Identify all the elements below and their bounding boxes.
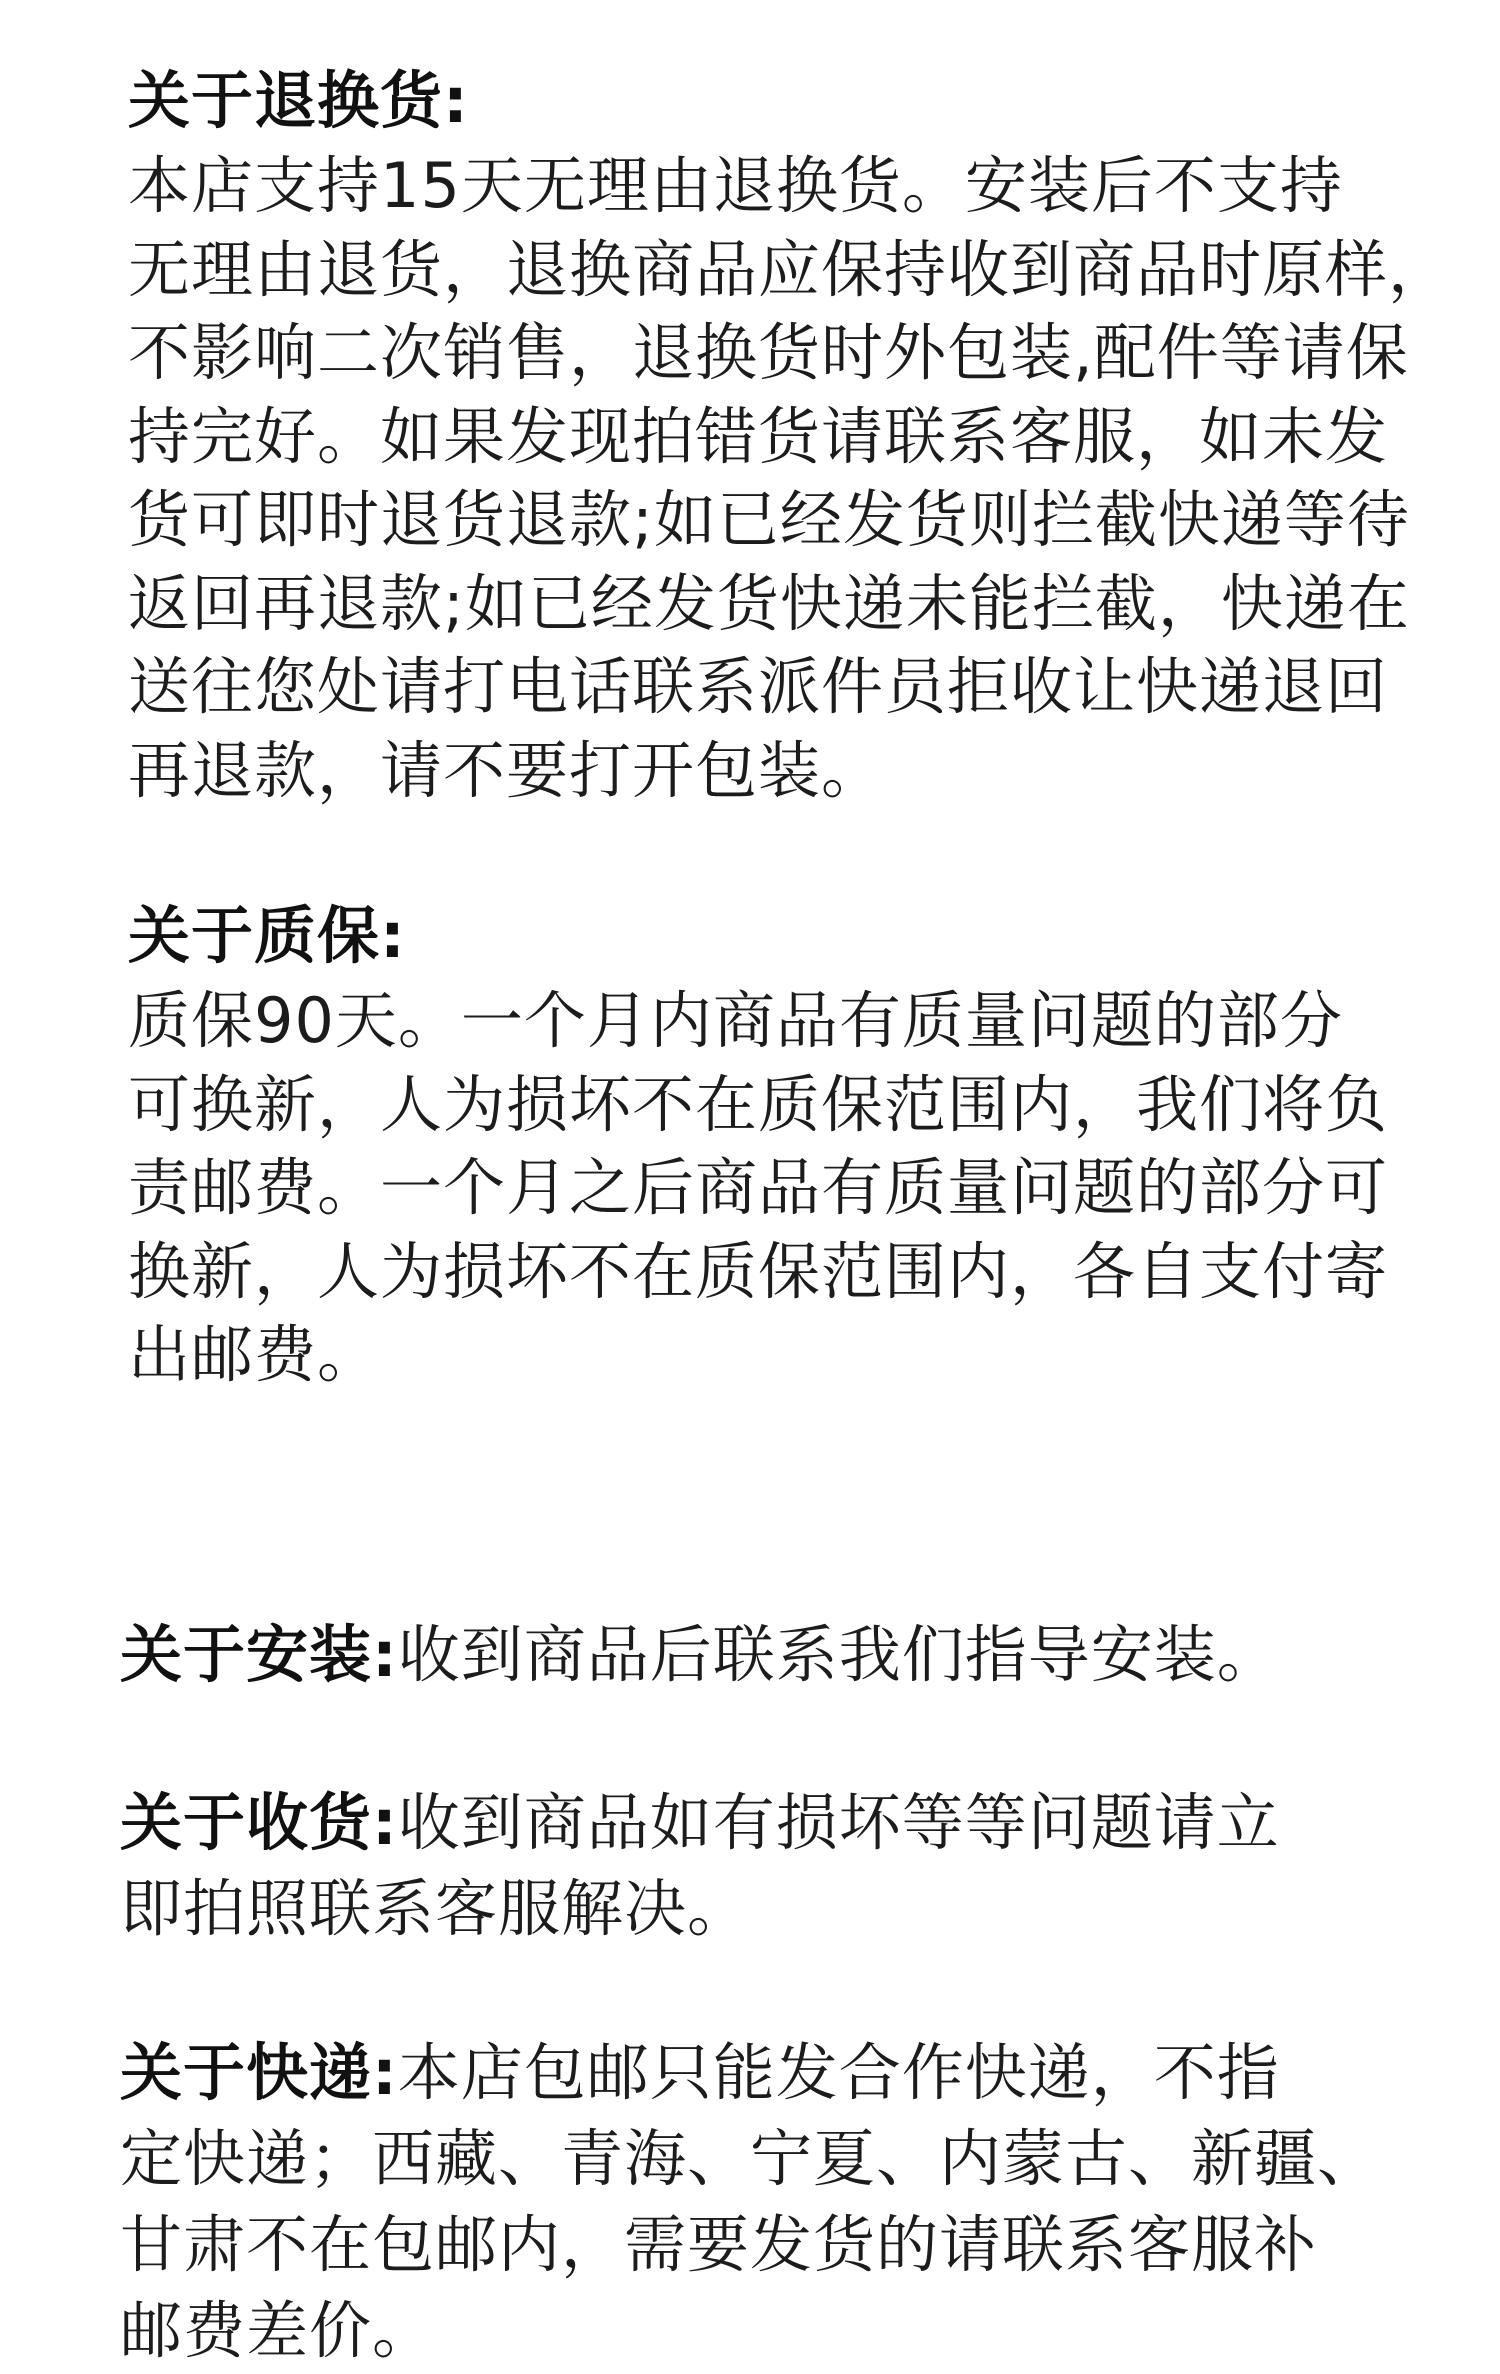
warranty-body xyxy=(128,979,1418,1397)
receiving-section xyxy=(120,1780,1420,1952)
warranty-line: 可换新，人为损坏不在质保范围内，我们将负 xyxy=(128,1067,1389,1141)
returns-line: 货可即时退货退款;如已经发货则拦截快递等待 xyxy=(128,483,1410,556)
shipping-text-continued: 邮费差价。 xyxy=(120,2294,436,2367)
warranty-line: 出邮费。 xyxy=(128,1318,381,1391)
returns-heading: 关于退换货: xyxy=(128,64,469,137)
installation-heading: 关于安装: xyxy=(120,1618,398,1691)
warranty-heading: 关于质保: xyxy=(128,899,406,972)
receiving-text: 收到商品如有损坏等等问题请立 xyxy=(397,1786,1280,1859)
shipping-heading: 关于快递: xyxy=(120,2036,398,2109)
shipping-text: 本店包邮只能发合作快递，不指 xyxy=(397,2036,1280,2109)
shipping-text-continued: 甘肃不在包邮内，需要发货的请联系客服补 xyxy=(120,2208,1318,2281)
warranty-line: 质保90天。一个月内商品有质量问题的部分 xyxy=(128,984,1343,1057)
returns-body xyxy=(128,144,1452,812)
returns-line: 无理由退货，退换商品应保持收到商品时原样， xyxy=(128,232,1452,306)
installation-section xyxy=(120,1612,1420,1698)
warranty-line: 换新，人为损坏不在质保范围内，各自支付寄 xyxy=(128,1234,1389,1308)
shipping-text-continued: 定快递；西藏、青海、宁夏、内蒙古、新疆、 xyxy=(120,2122,1381,2195)
returns-section xyxy=(128,58,1452,812)
returns-line: 持完好。如果发现拍错货请联系客服，如未发 xyxy=(128,399,1389,473)
returns-line: 本店支持15天无理由退换货。安装后不支持 xyxy=(128,149,1343,222)
installation-text: 收到商品后联系我们指导安装。 xyxy=(397,1618,1280,1691)
returns-line: 返回再退款;如已经发货快递未能拦截，快递在 xyxy=(128,566,1410,640)
returns-line: 不影响二次销售，退换货时外包装,配件等请保 xyxy=(128,316,1409,389)
warranty-line: 责邮费。一个月之后商品有质量问题的部分可 xyxy=(128,1151,1389,1224)
returns-line: 再退款，请不要打开包装。 xyxy=(128,733,885,807)
warranty-section xyxy=(128,893,1418,1397)
receiving-heading: 关于收货: xyxy=(120,1786,398,1859)
receiving-text-continued: 即拍照联系客服解决。 xyxy=(120,1872,751,1945)
shipping-section xyxy=(120,2030,1420,2374)
returns-line: 送往您处请打电话联系派件员拒收让快递退回 xyxy=(128,650,1389,723)
